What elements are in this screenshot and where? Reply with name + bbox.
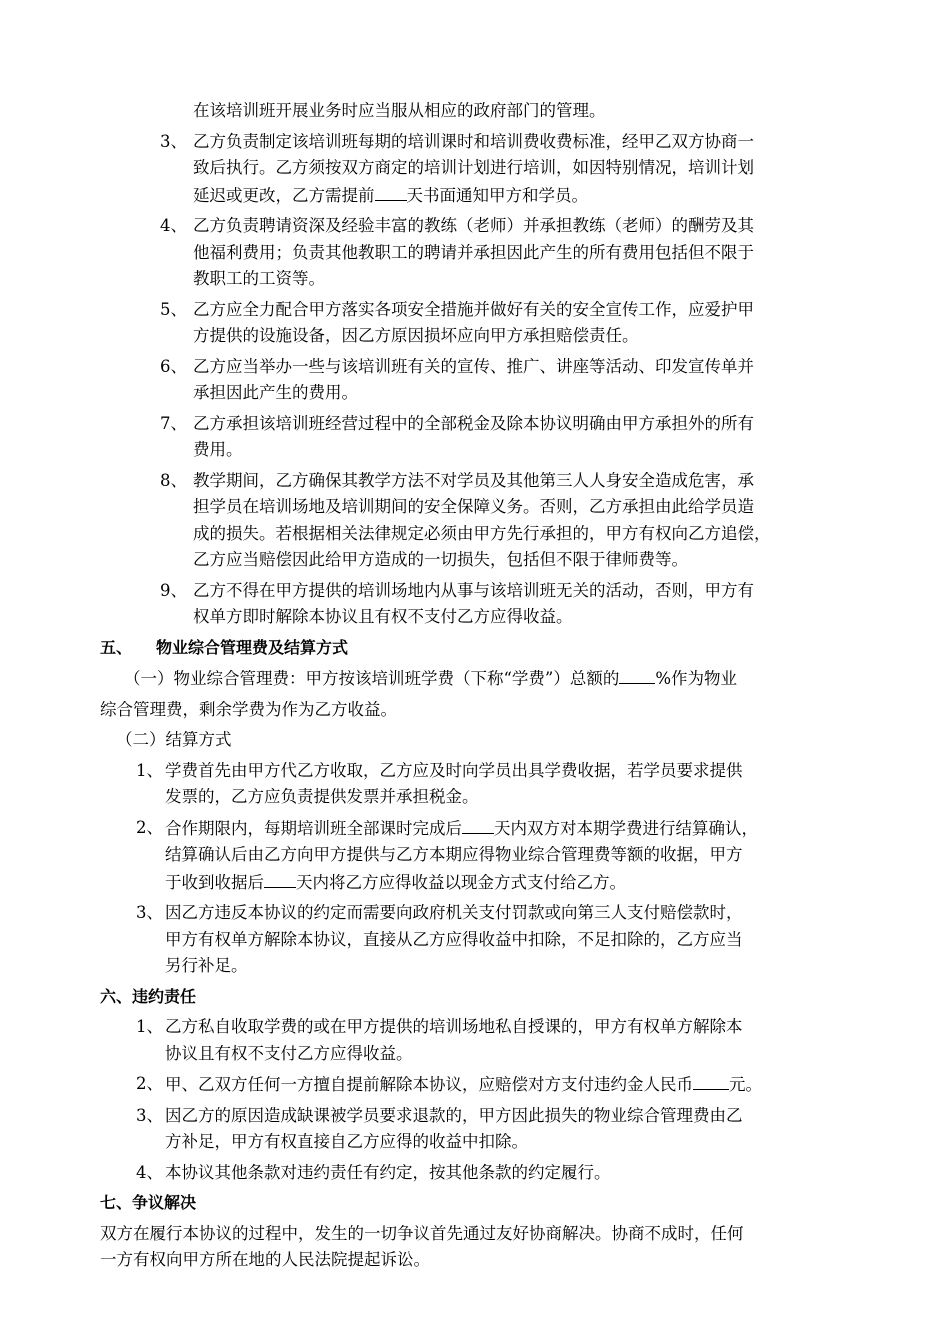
clause-line: 乙方负责制定该培训班每期的培训课时和培训费收费标准，经甲乙双方协商一 <box>193 131 754 151</box>
clause-text: 延迟或更改，乙方需提前 <box>193 185 375 205</box>
section-heading-5 <box>100 635 855 662</box>
fill-blank[interactable] <box>264 869 296 888</box>
clause-line: 另行补足。 <box>165 956 248 975</box>
clause-line: 因乙方的原因造成缺课被学员要求退款的，甲方因此损失的物业综合管理费由乙 <box>165 1105 743 1125</box>
clause-text: 于收到收据后 <box>165 872 264 892</box>
clause-6-3 <box>100 1103 855 1156</box>
clause-6-2 <box>100 1071 855 1099</box>
clause-text: 合作期限内，每期培训班全部课时完成后 <box>165 818 462 838</box>
clause-number: 4、 <box>160 216 187 235</box>
clause-line: 乙方应当举办一些与该培训班有关的宣传、推广、讲座等活动、印发宣传单并 <box>193 356 754 376</box>
clause-line: 乙方承担该培训班经营过程中的全部税金及除本协议明确由甲方承担外的所有 <box>193 413 754 433</box>
clause-number: 1、 <box>136 1017 163 1036</box>
clause-line <box>165 869 855 897</box>
paragraph-line <box>124 665 855 693</box>
clause-4-8 <box>100 468 855 574</box>
clause-line: 权单方即时解除本协议且有权不支付乙方应得收益。 <box>193 607 573 626</box>
subsection-title: （二）结算方式 <box>116 730 232 749</box>
clause-6-1 <box>100 1014 855 1067</box>
clause-line: 乙方应全力配合甲方落实各项安全措施并做好有关的安全宣传工作，应爱护甲 <box>193 299 754 319</box>
clause-line: 教学期间，乙方确保其教学方法不对学员及其他第三人人身安全造成危害，承 <box>193 470 754 490</box>
clause-line: 教职工的工资等。 <box>193 269 325 288</box>
clause-number: 2、 <box>136 817 163 837</box>
clause-line: 乙方负责聘请资深及经验丰富的教练（老师）并承担教练（老师）的酬劳及其 <box>193 216 754 235</box>
clause-text: 天内将乙方应得收益以现金方式支付给乙方。 <box>296 872 626 892</box>
clause-4-4 <box>100 213 855 293</box>
section-heading-7: 七、争议解决 <box>100 1193 197 1212</box>
clause-line <box>165 815 855 843</box>
clause-line: 乙方不得在甲方提供的培训场地内从事与该培训班无关的活动，否则，甲方有 <box>193 580 754 600</box>
clause-number: 5、 <box>160 299 187 319</box>
clause-number: 7、 <box>160 413 187 433</box>
fill-blank[interactable] <box>375 182 407 201</box>
clause-line <box>165 1071 855 1099</box>
clause-line: 他福利费用；负责其他教职工的聘请并承担因此产生的所有费用包括但不限于 <box>193 242 754 262</box>
clause-line: 本协议其他条款对违约责任有约定，按其他条款的约定履行。 <box>165 1162 611 1182</box>
clause-4-3 <box>100 129 855 210</box>
clause-number: 1、 <box>136 760 163 780</box>
fill-blank[interactable] <box>693 1071 729 1090</box>
clause-continuation: 在该培训班开展业务时应当服从相应的政府部门的管理。 <box>193 101 606 120</box>
clause-number: 4、 <box>136 1162 163 1182</box>
clause-number: 3、 <box>160 131 187 151</box>
clause-text: 天书面通知甲方和学员。 <box>406 185 588 205</box>
clause-line: 承担因此产生的费用。 <box>193 383 358 402</box>
clause-line: 乙方应当赔偿因此给甲方造成的一切损失，包括但不限于律师费等。 <box>193 550 688 569</box>
section-title: 物业综合管理费及结算方式 <box>156 637 349 657</box>
paragraph-line: 双方在履行本协议的过程中，发生的一切争议首先通过友好协商解决。协商不成时，任何 <box>100 1223 744 1243</box>
clause-line: 因乙方违反本协议的约定而需要向政府机关支付罚款或向第三人支付赔偿款时， <box>165 903 743 922</box>
clause-line: 方补足，甲方有权直接自乙方应得的收益中扣除。 <box>165 1132 528 1151</box>
clause-6-4 <box>100 1160 855 1187</box>
clause-line: 方提供的设施设备，因乙方原因损坏应向甲方承担赔偿责任。 <box>193 326 639 345</box>
clause-line <box>193 182 855 210</box>
section-heading-6: 六、违约责任 <box>100 986 197 1006</box>
clause-5-1 <box>100 758 855 811</box>
clause-5-3 <box>100 900 855 980</box>
clause-number: 9、 <box>160 580 187 600</box>
clause-number: 8、 <box>160 470 187 490</box>
clause-line: 成的损失。若根据相关法律规定必须由甲方先行承担的，甲方有权向乙方追偿， <box>193 523 771 543</box>
clause-4-6 <box>100 354 855 407</box>
clause-4-7 <box>100 411 855 464</box>
clause-line: 费用。 <box>193 440 243 459</box>
clause-line: 协议且有权不支付乙方应得收益。 <box>165 1043 413 1063</box>
clause-line: 乙方私自收取学费的或在甲方提供的培训场地私自授课的，甲方有权单方解除本 <box>165 1017 743 1036</box>
paragraph-line: 综合管理费，剩余学费为作为乙方收益。 <box>100 699 397 719</box>
clause-text: 天内双方对本期学费进行结算确认， <box>494 818 758 838</box>
clause-line: 担学员在培训场地及培训期间的安全保障义务。否则，乙方承担由此给学员造 <box>193 497 754 516</box>
clause-line: 甲方有权单方解除本协议，直接从乙方应得收益中扣除，不足扣除的，乙方应当 <box>165 929 743 949</box>
clause-number: 6、 <box>160 356 187 376</box>
clause-line: 致后执行。乙方须按双方商定的培训计划进行培训，如因特别情况，培训计划 <box>193 158 754 177</box>
paragraph-text: %作为物业 <box>655 669 738 688</box>
clause-4-9 <box>100 578 855 631</box>
clause-number: 2、 <box>136 1074 163 1093</box>
clause-line: 学费首先由甲方代乙方收取，乙方应及时向学员出具学费收据，若学员要求提供 <box>165 760 743 780</box>
section-number: 五、 <box>100 637 133 657</box>
fill-blank[interactable] <box>462 815 494 834</box>
clause-text: 甲、乙双方任何一方擅自提前解除本协议，应赔偿对方支付违约金人民币 <box>165 1075 693 1094</box>
clause-number: 3、 <box>136 903 163 922</box>
paragraph-fee <box>100 665 855 693</box>
clause-number: 3、 <box>136 1105 163 1125</box>
clause-4-5 <box>100 297 855 350</box>
paragraph-text: （一）物业综合管理费：甲方按该培训班学费（下称“学费”）总额的 <box>124 669 620 688</box>
clause-line: 结算确认后由乙方向甲方提供与乙方本期应得物业综合管理费等额的收据，甲方 <box>165 845 743 864</box>
clause-line: 发票的，乙方应负责提供发票并承担税金。 <box>165 787 479 806</box>
clause-5-2 <box>100 815 855 897</box>
clause-text: 元。 <box>729 1075 762 1094</box>
document-page <box>100 98 855 1274</box>
paragraph-line: 一方有权向甲方所在地的人民法院提起诉讼。 <box>100 1250 430 1269</box>
fill-blank[interactable] <box>619 665 655 684</box>
